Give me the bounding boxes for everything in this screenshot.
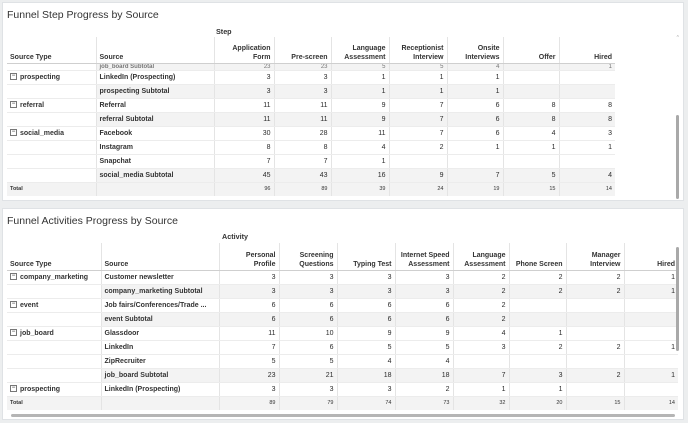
value-cell: 2	[509, 270, 566, 284]
total-row	[7, 396, 678, 410]
total-value-cell: 24	[389, 182, 447, 196]
value-cell: 7	[453, 368, 509, 382]
col-header-4[interactable]: Onsite Interviews	[447, 37, 503, 63]
group-header-activity: Activity	[222, 232, 248, 241]
value-cell: 3	[559, 126, 615, 140]
source-type-cell	[7, 354, 101, 368]
value-cell	[624, 326, 678, 340]
source-cell: Glassdoor	[101, 326, 219, 340]
value-cell: 4	[559, 168, 615, 182]
source-type-label: prospecting	[20, 73, 61, 81]
collapse-toggle-icon[interactable]: −	[11, 129, 16, 136]
total-row	[7, 182, 615, 196]
total-value-cell: 89	[219, 396, 279, 410]
value-cell: 10	[279, 326, 337, 340]
col-header-2[interactable]: Language Assessment	[331, 37, 389, 63]
value-cell: 2	[566, 368, 624, 382]
total-value-cell: 15	[503, 182, 559, 196]
source-cell: ZipRecruiter	[101, 354, 219, 368]
value-cell: 2	[453, 284, 509, 298]
value-cell: 4	[447, 63, 503, 70]
table-row	[7, 70, 615, 84]
source-type-cell	[7, 270, 101, 284]
col-header-3[interactable]: Receptionist Interview	[389, 37, 447, 63]
value-cell: 3	[337, 270, 395, 284]
step-progress-panel	[2, 2, 684, 201]
col-header-0[interactable]: Application Form	[214, 37, 274, 63]
col-header-source-type[interactable]: Source Type	[7, 37, 96, 63]
value-cell	[559, 70, 615, 84]
collapse-toggle-icon[interactable]: −	[11, 329, 16, 336]
subtotal-row	[7, 112, 615, 126]
col-header-6[interactable]: Hired	[559, 37, 615, 63]
value-cell: 4	[453, 326, 509, 340]
value-cell: 3	[509, 368, 566, 382]
value-cell: 3	[219, 382, 279, 396]
total-value-cell: 96	[214, 182, 274, 196]
value-cell: 1	[503, 140, 559, 154]
panel-title: Funnel Activities Progress by Source	[7, 215, 178, 227]
value-cell: 6	[219, 312, 279, 326]
source-cell: LinkedIn (Prospecting)	[101, 382, 219, 396]
subtotal-row	[7, 284, 678, 298]
source-type-cell	[7, 168, 96, 182]
col-header-source[interactable]: Source	[96, 37, 214, 63]
value-cell: 7	[447, 168, 503, 182]
value-cell: 11	[219, 326, 279, 340]
value-cell: 6	[219, 298, 279, 312]
value-cell: 8	[503, 98, 559, 112]
value-cell: 3	[219, 284, 279, 298]
value-cell: 8	[503, 112, 559, 126]
source-cell: social_media Subtotal	[96, 168, 214, 182]
value-cell: 6	[395, 312, 453, 326]
value-cell: 7	[389, 126, 447, 140]
source-type-label: company_marketing	[20, 273, 89, 281]
value-cell: 1	[624, 340, 678, 354]
value-cell: 18	[395, 368, 453, 382]
value-cell: 23	[214, 63, 274, 70]
value-cell: 6	[279, 312, 337, 326]
value-cell: 11	[214, 112, 274, 126]
value-cell: 1	[624, 270, 678, 284]
col-header-4[interactable]: Language Assessment	[453, 243, 509, 270]
value-cell: 3	[395, 270, 453, 284]
subtotal-row	[7, 368, 678, 382]
total-value-cell: 79	[279, 396, 337, 410]
value-cell: 1	[509, 382, 566, 396]
value-cell	[566, 298, 624, 312]
col-header-1[interactable]: Pre-screen	[274, 37, 331, 63]
value-cell: 8	[559, 98, 615, 112]
value-cell: 2	[566, 270, 624, 284]
source-type-cell	[7, 154, 96, 168]
value-cell: 1	[447, 140, 503, 154]
value-cell: 21	[279, 368, 337, 382]
value-cell: 5	[279, 354, 337, 368]
value-cell	[509, 298, 566, 312]
value-cell: 5	[219, 354, 279, 368]
value-cell: 7	[389, 98, 447, 112]
vertical-scrollbar[interactable]	[676, 247, 679, 351]
value-cell: 1	[624, 368, 678, 382]
table-row	[7, 98, 615, 112]
source-type-cell	[7, 298, 101, 312]
total-source-cell	[101, 396, 219, 410]
source-type-label: social_media	[20, 129, 64, 137]
value-cell: 3	[395, 284, 453, 298]
value-cell: 5	[331, 63, 389, 70]
value-cell: 2	[453, 312, 509, 326]
value-cell: 23	[274, 63, 331, 70]
value-cell: 3	[214, 84, 274, 98]
value-cell	[624, 312, 678, 326]
value-cell: 30	[214, 126, 274, 140]
value-cell	[447, 154, 503, 168]
source-cell: company_marketing Subtotal	[101, 284, 219, 298]
value-cell: 1	[331, 84, 389, 98]
value-cell	[566, 312, 624, 326]
value-cell	[509, 312, 566, 326]
value-cell	[389, 154, 447, 168]
source-type-cell	[7, 140, 96, 154]
value-cell: 1	[331, 154, 389, 168]
value-cell: 2	[395, 382, 453, 396]
value-cell: 1	[624, 284, 678, 298]
source-type-cell	[7, 326, 101, 340]
value-cell: 6	[447, 98, 503, 112]
value-cell	[624, 298, 678, 312]
value-cell: 6	[447, 126, 503, 140]
value-cell: 3	[337, 284, 395, 298]
col-header-5[interactable]: Offer	[503, 37, 559, 63]
source-type-label: referral	[20, 101, 45, 109]
subtotal-row	[7, 312, 678, 326]
value-cell: 23	[219, 368, 279, 382]
source-type-cell	[7, 340, 101, 354]
source-cell: Referral	[96, 98, 214, 112]
source-cell: Snapchat	[96, 154, 214, 168]
value-cell: 3	[337, 382, 395, 396]
value-cell: 1	[331, 70, 389, 84]
table-row	[7, 354, 678, 368]
value-cell: 11	[214, 98, 274, 112]
value-cell: 9	[331, 98, 389, 112]
total-value-cell: 14	[559, 182, 615, 196]
value-cell: 3	[279, 270, 337, 284]
source-cell: event Subtotal	[101, 312, 219, 326]
value-cell	[566, 354, 624, 368]
value-cell: 6	[279, 298, 337, 312]
source-cell: job_board Subtotal	[101, 368, 219, 382]
subtotal-row	[7, 168, 615, 182]
value-cell	[503, 63, 559, 70]
source-cell: LinkedIn (Prospecting)	[96, 70, 214, 84]
scroll-up-tick[interactable]: ˆ	[676, 36, 679, 43]
value-cell: 11	[331, 126, 389, 140]
total-value-cell: 32	[453, 396, 509, 410]
collapse-toggle-icon[interactable]: −	[11, 273, 16, 280]
value-cell: 5	[503, 168, 559, 182]
value-cell	[559, 84, 615, 98]
col-header-3[interactable]: Internet Speed Assessment	[395, 243, 453, 270]
col-header-1[interactable]: Screening Questions	[279, 243, 337, 270]
value-cell: 1	[559, 140, 615, 154]
col-header-0[interactable]: Personal Profile	[219, 243, 279, 270]
value-cell: 6	[395, 298, 453, 312]
value-cell: 11	[274, 112, 331, 126]
value-cell: 9	[337, 326, 395, 340]
source-type-cell	[7, 126, 96, 140]
value-cell: 9	[331, 112, 389, 126]
value-cell: 28	[274, 126, 331, 140]
value-cell: 1	[559, 63, 615, 70]
value-cell: 6	[337, 298, 395, 312]
total-value-cell: 89	[274, 182, 331, 196]
value-cell: 4	[337, 354, 395, 368]
value-cell: 2	[566, 340, 624, 354]
value-cell: 4	[395, 354, 453, 368]
value-cell: 3	[274, 84, 331, 98]
value-cell: 7	[214, 154, 274, 168]
value-cell	[566, 382, 624, 396]
source-type-label: event	[20, 301, 39, 309]
value-cell: 9	[395, 326, 453, 340]
subtotal-row	[7, 84, 615, 98]
activities-progress-table	[7, 243, 678, 410]
value-cell: 4	[503, 126, 559, 140]
source-type-label: job_board	[20, 329, 54, 337]
value-cell: 7	[389, 112, 447, 126]
source-cell: LinkedIn	[101, 340, 219, 354]
value-cell: 2	[509, 284, 566, 298]
value-cell	[509, 354, 566, 368]
value-cell: 43	[274, 168, 331, 182]
source-cell: prospecting Subtotal	[96, 84, 214, 98]
vertical-scrollbar[interactable]	[676, 115, 679, 199]
source-type-cell	[7, 112, 96, 126]
source-cell: Job fairs/Conferences/Trade ...	[101, 298, 219, 312]
horizontal-scrollbar[interactable]	[11, 414, 675, 417]
col-header-source[interactable]: Source	[101, 243, 219, 270]
col-header-6[interactable]: Manager Interview	[566, 243, 624, 270]
table-row	[7, 382, 678, 396]
total-label: Total	[7, 396, 101, 410]
value-cell	[503, 84, 559, 98]
value-cell: 1	[509, 326, 566, 340]
source-type-cell	[7, 84, 96, 98]
value-cell	[503, 70, 559, 84]
value-cell: 5	[337, 340, 395, 354]
value-cell: 5	[395, 340, 453, 354]
value-cell: 2	[509, 340, 566, 354]
col-header-2[interactable]: Typing Test	[337, 243, 395, 270]
source-type-cell	[7, 98, 96, 112]
value-cell: 5	[389, 63, 447, 70]
value-cell: 3	[219, 270, 279, 284]
value-cell: 1	[453, 382, 509, 396]
value-cell	[503, 154, 559, 168]
total-value-cell: 73	[395, 396, 453, 410]
value-cell: 3	[274, 70, 331, 84]
value-cell	[624, 382, 678, 396]
value-cell: 45	[214, 168, 274, 182]
value-cell: 3	[279, 284, 337, 298]
value-cell: 9	[389, 168, 447, 182]
value-cell: 6	[337, 312, 395, 326]
total-value-cell: 74	[337, 396, 395, 410]
value-cell: 3	[279, 382, 337, 396]
value-cell	[566, 326, 624, 340]
source-type-cell	[7, 70, 96, 84]
collapse-toggle-icon[interactable]: −	[11, 101, 16, 108]
collapse-toggle-icon[interactable]: −	[11, 301, 16, 308]
value-cell: 2	[453, 298, 509, 312]
collapse-toggle-icon[interactable]: −	[11, 385, 16, 392]
total-source-cell	[96, 182, 214, 196]
value-cell: 1	[389, 84, 447, 98]
source-type-cell	[7, 368, 101, 382]
table-row	[7, 140, 615, 154]
value-cell: 7	[274, 154, 331, 168]
value-cell: 8	[214, 140, 274, 154]
col-header-5[interactable]: Phone Screen	[509, 243, 566, 270]
table-row	[7, 326, 678, 340]
value-cell: 8	[559, 112, 615, 126]
total-value-cell: 20	[509, 396, 566, 410]
value-cell: 18	[337, 368, 395, 382]
total-label: Total	[7, 182, 96, 196]
value-cell: 7	[219, 340, 279, 354]
value-cell: 1	[447, 70, 503, 84]
value-cell: 3	[214, 70, 274, 84]
value-cell: 2	[566, 284, 624, 298]
table-row	[7, 63, 615, 70]
value-cell: 1	[389, 70, 447, 84]
value-cell: 2	[389, 140, 447, 154]
source-cell: Facebook	[96, 126, 214, 140]
col-header-7[interactable]: Hired	[624, 243, 678, 270]
value-cell	[453, 354, 509, 368]
source-cell: referral Subtotal	[96, 112, 214, 126]
value-cell: 6	[279, 340, 337, 354]
value-cell: 4	[331, 140, 389, 154]
table-row	[7, 340, 678, 354]
source-type-cell	[7, 284, 101, 298]
value-cell: 6	[447, 112, 503, 126]
source-cell: job_board Subtotal	[96, 63, 214, 70]
total-value-cell: 19	[447, 182, 503, 196]
value-cell: 16	[331, 168, 389, 182]
value-cell: 3	[453, 340, 509, 354]
table-row	[7, 154, 615, 168]
source-type-cell	[7, 312, 101, 326]
collapse-toggle-icon[interactable]: −	[11, 73, 16, 80]
source-type-label: prospecting	[20, 385, 61, 393]
activities-progress-panel	[2, 208, 684, 420]
step-progress-table	[7, 37, 615, 196]
source-type-cell	[7, 63, 96, 70]
value-cell: 8	[274, 140, 331, 154]
value-cell	[559, 154, 615, 168]
value-cell: 2	[453, 270, 509, 284]
value-cell: 1	[447, 84, 503, 98]
source-cell: Customer newsletter	[101, 270, 219, 284]
value-cell	[624, 354, 678, 368]
total-value-cell: 14	[624, 396, 678, 410]
value-cell: 11	[274, 98, 331, 112]
panel-title: Funnel Step Progress by Source	[7, 9, 159, 21]
source-type-cell	[7, 382, 101, 396]
source-cell: Instagram	[96, 140, 214, 154]
total-value-cell: 15	[566, 396, 624, 410]
group-header-step: Step	[216, 27, 232, 36]
table-row	[7, 270, 678, 284]
table-row	[7, 298, 678, 312]
table-row	[7, 126, 615, 140]
total-value-cell: 39	[331, 182, 389, 196]
col-header-source-type[interactable]: Source Type	[7, 243, 101, 270]
